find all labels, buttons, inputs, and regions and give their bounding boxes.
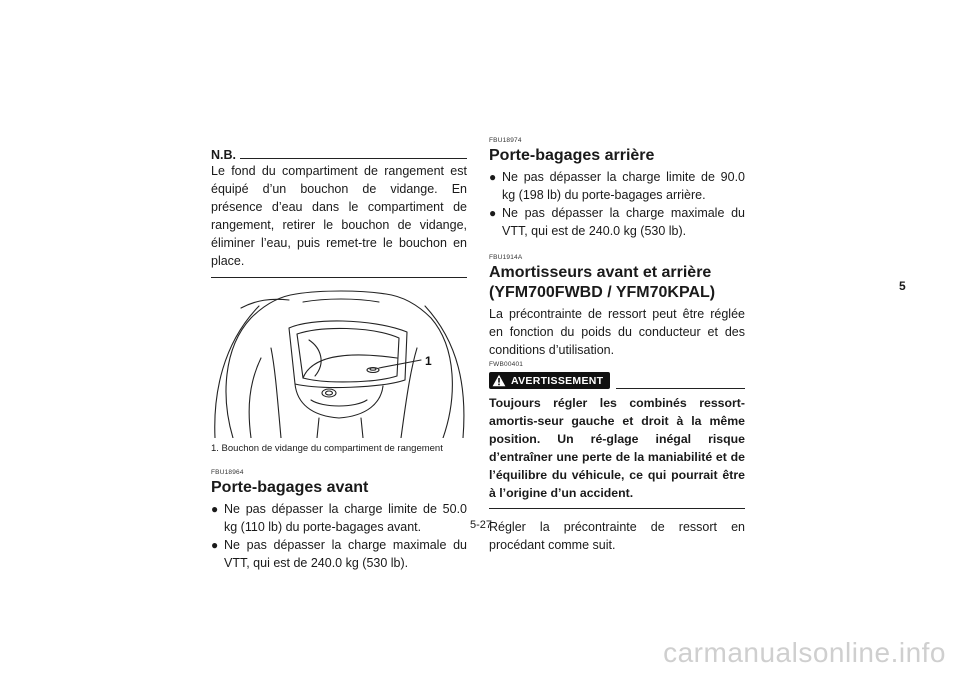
figure-caption: 1. Bouchon de vidange du compartiment de rangement [211,443,443,454]
left-column [211,146,467,572]
bullet-icon: ● [489,206,497,220]
closing-text: Régler la précontrainte de ressort en procédant comme suit. [489,520,745,552]
bullet-icon: ● [211,538,219,552]
chapter-tab-number: 5 [899,279,906,293]
storage-compartment-illustration [211,288,467,438]
figure-callout-number: 1 [425,354,432,368]
rear-rack-bullet-list [489,168,745,240]
list-item: ● Ne pas dépasser la charge limite de 90.0 kg (198 lb) du porte-bagages arrière. [489,170,745,202]
warning-triangle-icon [492,374,506,387]
note-heading-rule [240,158,467,159]
front-rack-bullet-list [211,500,467,572]
section1-code: FBU18974 [489,137,522,144]
list-item: ● Ne pas dépasser la charge maximale du VTT, qui est de 240.0 kg (530 lb). [211,538,467,570]
section2-title-line1: Amortisseurs avant et arrière [489,264,712,281]
bullet-icon: ● [489,170,497,184]
warning-end-rule [489,508,745,509]
section2-intro: La précontrainte de ressort peut être réglée en fonction du poids du conducteur et des conditions d’utilisation. [489,307,745,357]
note-text: Le fond du compartiment de rangement est équipé d’un bouchon de vidange. En présence d’eau dans le compartiment de rangement, retirer le bouchon de vidange, éliminer l’eau, puis remet-tre le bouchon en place. [211,164,467,268]
page-number: 5-27 [470,519,493,531]
section-code: FBU18964 [211,469,244,476]
note-end-rule [211,277,467,278]
warning-text: Toujours régler les combinés ressort-amortis-seur gauche et droit à la même position. Un ré-glage inégal risque d’entraîner une perte de la maniabilité et de l’équilibre du véhicule, ce qui pourrait être à l’origine d’un accident. [489,396,745,500]
list-item: ● Ne pas dépasser la charge maximale du VTT, qui est de 240.0 kg (530 lb). [489,206,745,238]
section-title: Porte-bagages avant [211,479,369,496]
warning-code: FWB00401 [489,361,524,368]
warning-badge [489,372,610,389]
note-heading [211,146,467,162]
right-column [489,137,745,554]
storage-compartment-figure [211,288,467,438]
warning-header [489,372,745,389]
warning-label: AVERTISSEMENT [511,374,604,387]
section2-title-line2: (YFM700FWBD / YFM70KPAL) [489,284,716,301]
note-heading-label: N.B. [211,148,236,162]
section1-title: Porte-bagages arrière [489,147,655,164]
watermark: carmanualsonline.info [663,637,946,668]
section2-code: FBU1914A [489,254,523,261]
list-item: ● Ne pas dépasser la charge limite de 50.0 kg (110 lb) du porte-bagages avant. [211,502,467,534]
warning-header-rule [616,388,745,389]
bullet-icon: ● [211,502,219,516]
